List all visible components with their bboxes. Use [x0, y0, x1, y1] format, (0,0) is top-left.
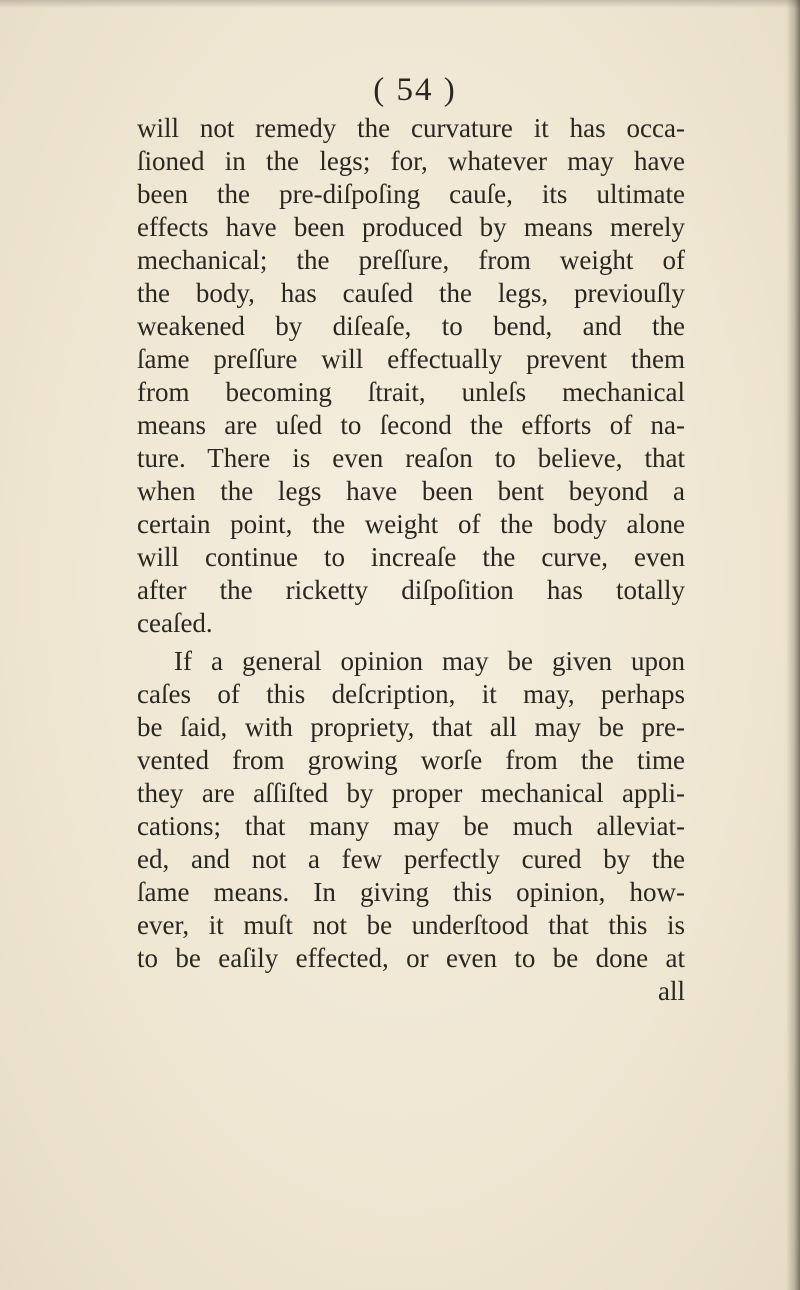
text-line: be ſaid, with propriety, that all may be pre- — [137, 712, 685, 742]
text-line: when the legs have been bent beyond a — [137, 476, 685, 506]
text-line: will continue to increaſe the curve, even — [137, 542, 685, 572]
text-line: from becoming ſtrait, unleſs mechanical — [137, 377, 685, 407]
paragraph-1 — [137, 112, 685, 640]
page-top-shadow — [0, 0, 800, 8]
text-line: ture. There is even reaſon to believe, that — [137, 443, 685, 473]
text-line: If a general opinion may be given upon — [174, 646, 685, 676]
catchword: all — [658, 976, 685, 1006]
text-line: ſioned in the legs; for, whatever may have — [137, 146, 685, 176]
text-line: ever, it muſt not be underſtood that this is — [137, 910, 685, 940]
text-line: cations; that many may be much alleviat- — [137, 811, 685, 841]
text-line: after the ricketty diſpoſition has totally — [137, 575, 685, 605]
text-line: means are uſed to ſecond the efforts of na- — [137, 410, 685, 440]
text-line: effects have been produced by means merely — [137, 212, 685, 242]
text-line: been the pre-diſpoſing cauſe, its ultimate — [137, 179, 685, 209]
text-line: ſame preſſure will effectually prevent them — [137, 344, 685, 374]
text-line: mechanical; the preſſure, from weight of — [137, 245, 685, 275]
text-line: caſes of this deſcription, it may, perhaps — [137, 679, 685, 709]
text-line: weakened by diſeaſe, to bend, and the — [137, 311, 685, 341]
text-line: ceaſed. — [137, 608, 213, 638]
page-number: ( 54 ) — [373, 72, 457, 108]
text-line: the body, has cauſed the legs, previouſly — [137, 278, 685, 308]
text-line: certain point, the weight of the body alone — [137, 509, 685, 539]
text-line: vented from growing worſe from the time — [137, 745, 685, 775]
text-line: ed, and not a few perfectly cured by the — [137, 844, 685, 874]
paragraph-2 — [137, 645, 685, 1008]
text-line: will not remedy the curvature it has occa- — [137, 113, 685, 143]
text-line: they are aſſiſted by proper mechanical appli- — [137, 778, 685, 808]
page-spine-shadow — [786, 0, 800, 1290]
text-line: ſame means. In giving this opinion, how- — [137, 877, 685, 907]
text-line: to be eaſily effected, or even to be done at — [137, 943, 685, 973]
